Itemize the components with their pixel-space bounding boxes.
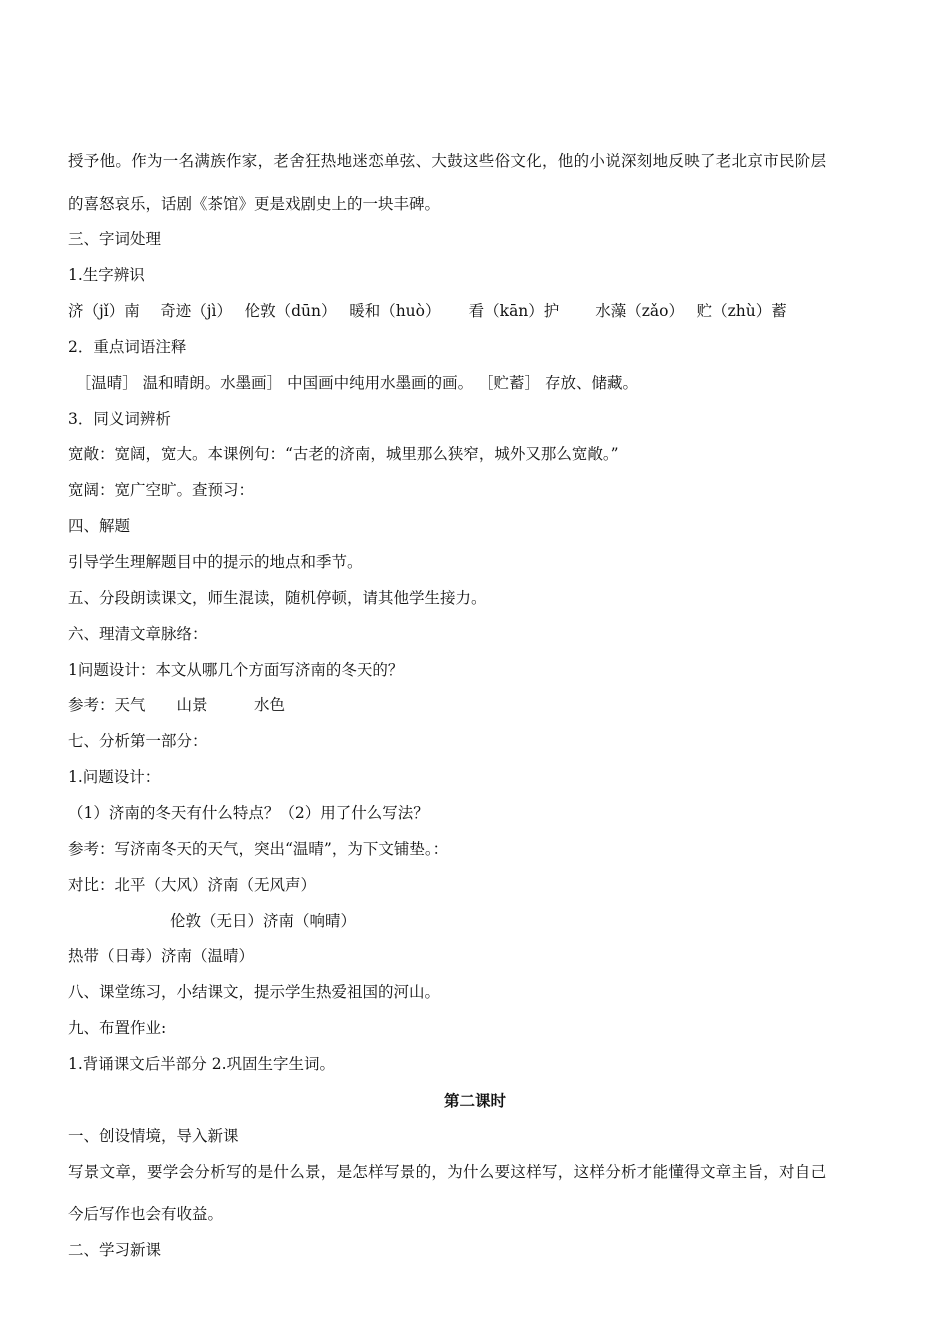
section-heading: 七、分析第一部分： <box>68 732 208 750</box>
answer-line: 参考：写济南冬天的天气，突出“温晴”，为下文铺垫。： <box>68 840 449 858</box>
section-heading: 一、创设情境，导入新课 <box>68 1127 239 1145</box>
section-heading: 二、学习新课 <box>68 1241 162 1259</box>
paragraph-line: 的喜怒哀乐，话剧《茶馆》更是戏剧史上的一块丰碑。 <box>68 195 441 213</box>
question-line: 1问题设计：本文从哪几个方面写济南的冬天的？ <box>68 661 404 679</box>
comparison-line: 伦敦（无日）济南（响晴） <box>170 912 357 930</box>
section-heading: 八、课堂练习，小结课文，提示学生热爱祖国的河山。 <box>68 983 441 1001</box>
section-heading: 九、布置作业: <box>68 1019 167 1037</box>
paragraph-line: 今后写作也会有收益。 <box>68 1205 224 1223</box>
subheading: 1.问题设计： <box>68 768 161 786</box>
section-heading: 四、解题 <box>68 517 131 535</box>
subheading: 2．重点词语注释 <box>68 338 187 356</box>
synonym-line: 宽阔：宽广空旷。查预习： <box>68 481 255 499</box>
pinyin-list: 济（jǐ）南 奇迹（jì） 伦敦（dūn） 暖和（huò） 看（kān）护 水藻（zǎo） 贮（zhù）蓄 <box>68 302 787 320</box>
answer-line: 参考：天气 山景 水色 <box>68 696 286 714</box>
section-heading: 三、字词处理 <box>68 230 162 248</box>
question-line: （1）济南的冬天有什么特点？（2）用了什么写法？ <box>68 804 429 822</box>
section-heading: 五、分段朗读课文，师生混读，随机停顿，请其他学生接力。 <box>68 589 487 607</box>
subheading: 1.生字辨识 <box>68 266 145 284</box>
paragraph-line: 写景文章，要学会分析写的是什么景，是怎样写景的，为什么要这样写，这样分析才能懂得文章主旨，对自己 <box>68 1163 827 1181</box>
section-heading: 六、理清文章脉络： <box>68 625 208 643</box>
subheading: 3．同义词辨析 <box>68 410 171 428</box>
paragraph-line: 引导学生理解题目中的提示的地点和季节。 <box>68 553 363 571</box>
lesson-title: 第二课时 <box>443 1091 506 1110</box>
paragraph-line: 授予他。作为一名满族作家，老舍狂热地迷恋单弦、大鼓这些俗文化，他的小说深刻地反映了老北京市民阶层 <box>68 152 827 170</box>
synonym-line: 宽敞：宽阔，宽大。本课例句：“古老的济南，城里那么狭窄，城外又那么宽敞。” <box>68 445 619 463</box>
homework-line: 1.背诵课文后半部分 2.巩固生字生词。 <box>68 1055 336 1073</box>
comparison-line: 热带（日毒）济南（温晴） <box>68 947 255 965</box>
comparison-line: 对比：北平（大风）济南（无风声） <box>68 876 317 894</box>
vocabulary-notes: ［温晴］ 温和晴朗。水墨画］ 中国画中纯用水墨画的画。 ［贮蓄］ 存放、储藏。 <box>68 374 638 392</box>
